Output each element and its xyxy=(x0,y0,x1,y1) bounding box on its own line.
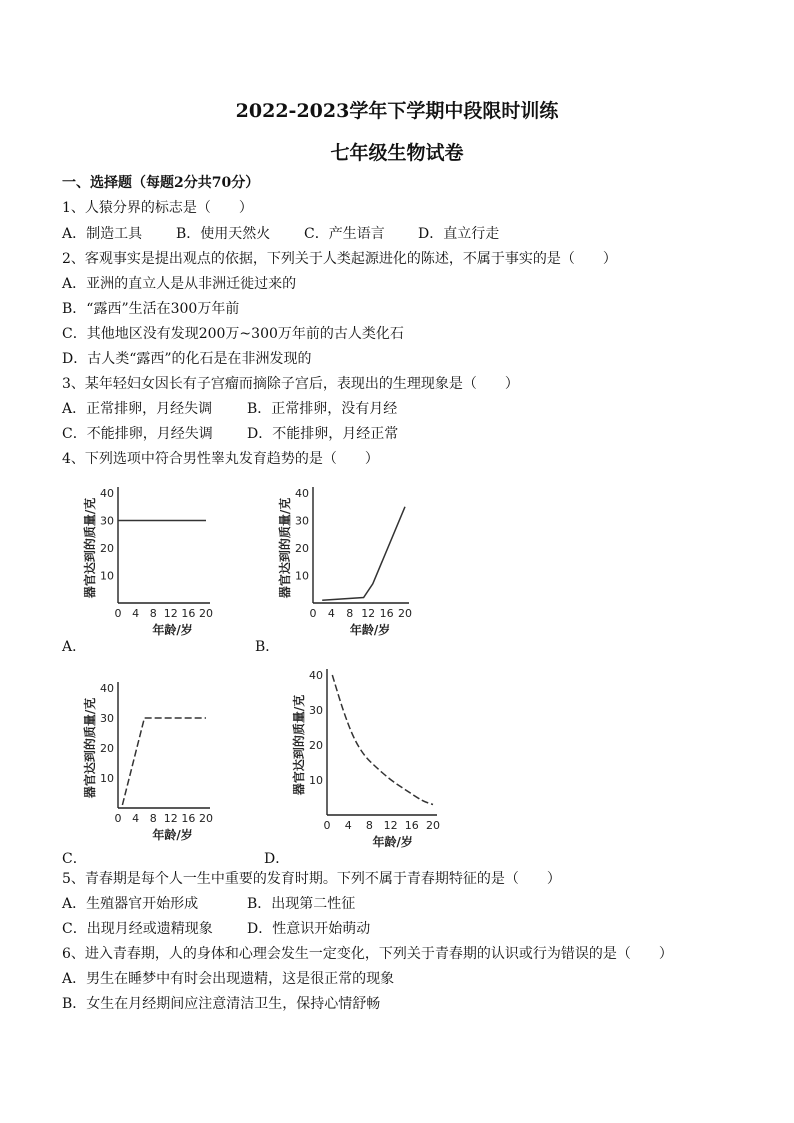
y-axis-label: 器官达到的质量/克 xyxy=(83,497,97,599)
q2-option-c: C．其他地区没有发现200万~300万年前的古人类化石 xyxy=(62,326,404,342)
question-1-stem: 1、人猿分界的标志是（ ） xyxy=(62,200,253,216)
y-tick-label: 10 xyxy=(100,772,114,785)
y-tick-label: 40 xyxy=(295,487,309,500)
q4-chart-d xyxy=(285,665,450,860)
q6-option-b: B．女生在月经期间应注意清洁卫生，保持心情舒畅 xyxy=(62,996,381,1012)
x-tick-label: 16 xyxy=(379,607,394,620)
question-6-stem: 6、进入青春期，人的身体和心理会发生一定变化，下列关于青春期的认识或行为错误的是（ ） xyxy=(62,946,673,962)
x-tick-label: 8 xyxy=(149,812,157,825)
question-5-options-row1 xyxy=(62,895,355,913)
exam-title: 2022-2023学年下学期中段限时训练 xyxy=(235,100,559,122)
x-axis-label: 年龄/岁 xyxy=(349,623,391,637)
x-tick-label: 8 xyxy=(346,607,354,620)
question-3-options-row2 xyxy=(62,425,398,443)
x-tick-label: 12 xyxy=(163,607,178,620)
q1-option-c: C．产生语言 xyxy=(304,226,385,242)
y-tick-label: 10 xyxy=(295,569,309,583)
x-tick-label: 8 xyxy=(365,819,373,832)
x-tick-label: 4 xyxy=(132,812,140,825)
x-axis-label: 年龄/岁 xyxy=(372,835,413,849)
q4-option-b-label: B． xyxy=(255,639,280,655)
y-tick-label: 40 xyxy=(309,669,323,682)
series-line xyxy=(332,675,433,805)
x-tick-label: 20 xyxy=(426,819,440,832)
question-5-stem: 5、青春期是每个人一生中重要的发育时期。下列不属于青春期特征的是（ ） xyxy=(62,871,561,887)
x-tick-label: 12 xyxy=(163,812,178,825)
exam-subtitle: 七年级生物试卷 xyxy=(330,142,464,164)
question-3-options-row1 xyxy=(62,400,397,418)
x-tick-label: 0 xyxy=(323,819,331,832)
x-tick-label: 4 xyxy=(327,607,335,620)
y-axis-label: 器官达到的质量/克 xyxy=(292,694,306,796)
series-line xyxy=(322,507,405,601)
q5-option-b: B．出现第二性征 xyxy=(247,896,356,912)
q1-option-a: A．制造工具 xyxy=(62,226,143,242)
q4-chart-b xyxy=(275,480,425,645)
y-tick-label: 20 xyxy=(100,542,114,555)
x-tick-label: 20 xyxy=(199,607,213,620)
x-tick-label: 20 xyxy=(199,812,213,825)
x-axis-label: 年龄/岁 xyxy=(152,828,193,842)
y-tick-label: 40 xyxy=(100,487,114,500)
x-tick-label: 4 xyxy=(344,819,352,832)
y-tick-label: 30 xyxy=(309,704,323,717)
x-tick-label: 0 xyxy=(114,812,122,825)
question-3-stem: 3、某年轻妇女因长有子宫瘤而摘除子宫后，表现出的生理现象是（ ） xyxy=(62,376,519,392)
q3-option-d: D．不能排卵，月经正常 xyxy=(247,426,399,442)
x-axis-label: 年龄/岁 xyxy=(152,623,193,637)
q1-option-b: B．使用天然火 xyxy=(176,226,271,242)
q4-option-a-label: A． xyxy=(62,639,87,655)
q4-option-c-label: C． xyxy=(62,851,87,867)
x-tick-label: 12 xyxy=(361,607,376,620)
x-tick-label: 20 xyxy=(398,607,412,620)
y-tick-label: 10 xyxy=(309,774,323,787)
y-axis-label: 器官达到的质量/克 xyxy=(83,697,97,799)
q2-option-d: D．古人类“露西”的化石是在非洲发现的 xyxy=(62,351,312,367)
y-tick-label: 20 xyxy=(295,542,309,555)
x-tick-label: 8 xyxy=(149,607,157,620)
y-tick-label: 30 xyxy=(100,712,114,725)
q3-option-c: C．不能排卵，月经失调 xyxy=(62,426,213,442)
y-tick-label: 10 xyxy=(100,569,114,583)
q5-option-a: A．生殖器官开始形成 xyxy=(62,896,199,912)
x-tick-label: 0 xyxy=(114,607,122,620)
x-tick-label: 0 xyxy=(309,607,317,620)
question-4-stem: 4、下列选项中符合男性睾丸发育趋势的是（ ） xyxy=(62,451,379,467)
q3-option-a: A．正常排卵，月经失调 xyxy=(62,401,213,417)
q2-option-b: B．“露西”生活在300万年前 xyxy=(62,301,240,317)
x-tick-label: 16 xyxy=(181,812,196,825)
q4-chart-c xyxy=(80,675,230,845)
q6-option-a: A．男生在睡梦中有时会出现遗精，这是很正常的现象 xyxy=(62,971,395,987)
y-tick-label: 20 xyxy=(309,739,323,752)
question-2-stem: 2、客观事实是提出观点的依据，下列关于人类起源进化的陈述，不属于事实的是（ ） xyxy=(62,251,617,267)
x-tick-label: 4 xyxy=(132,607,140,620)
question-5-options-row2 xyxy=(62,920,370,938)
y-tick-label: 30 xyxy=(295,514,309,528)
y-tick-label: 20 xyxy=(100,742,114,755)
q4-option-d-label: D． xyxy=(264,851,290,867)
x-tick-label: 12 xyxy=(383,819,398,832)
x-tick-label: 16 xyxy=(181,607,196,620)
series-line xyxy=(122,718,206,805)
q5-option-c: C．出现月经或遗精现象 xyxy=(62,921,213,937)
q1-option-d: D．直立行走 xyxy=(418,226,500,242)
y-tick-label: 40 xyxy=(100,682,114,695)
x-tick-label: 16 xyxy=(404,819,419,832)
question-1-options xyxy=(62,225,499,243)
q3-option-b: B．正常排卵，没有月经 xyxy=(247,401,398,417)
q4-chart-a xyxy=(80,480,230,640)
q2-option-a: A．亚洲的直立人是从非洲迁徙过来的 xyxy=(62,276,297,292)
q5-option-d: D．性意识开始萌动 xyxy=(247,921,371,937)
section-heading: 一、选择题（每题2分共70分） xyxy=(62,175,260,191)
y-tick-label: 30 xyxy=(100,514,114,528)
y-axis-label: 器官达到的质量/克 xyxy=(278,497,292,599)
